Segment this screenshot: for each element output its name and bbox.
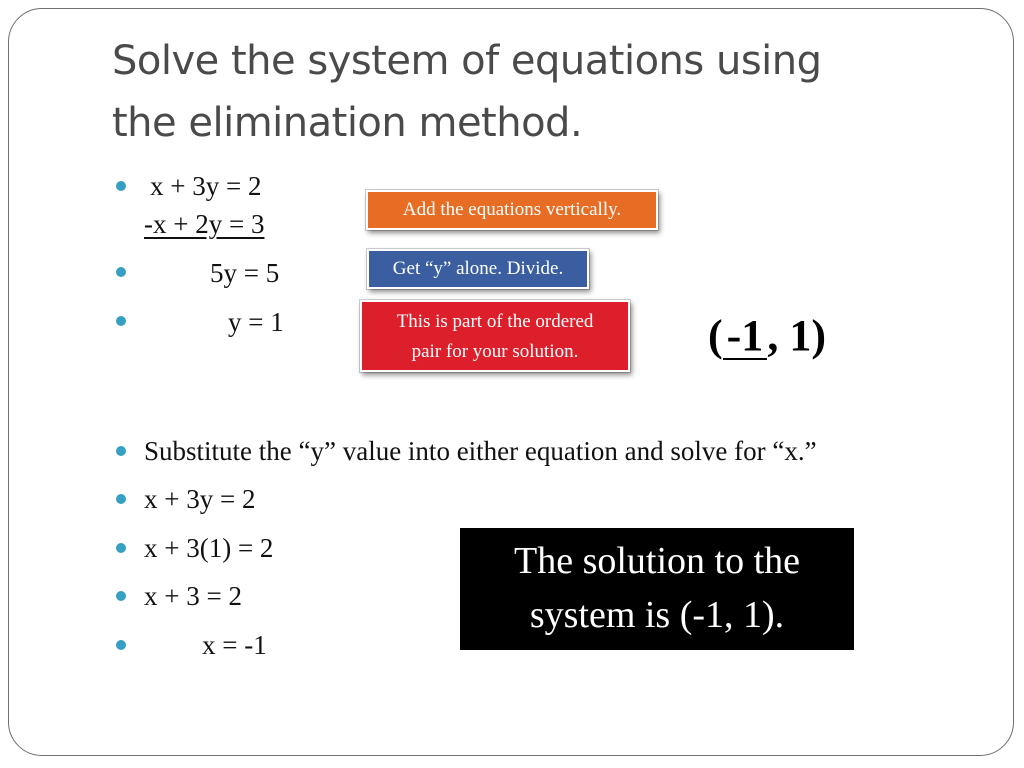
sum-equation: 5y = 5 — [210, 258, 280, 288]
callout-add — [366, 190, 658, 230]
bullet-icon — [116, 446, 126, 456]
callout-part-line-2: pair for your solution. — [411, 341, 579, 362]
equation-1: x + 3y = 2 — [150, 171, 262, 201]
ordered-pair-open: ( — [708, 311, 723, 360]
solution-line-2: system is (-1, 1). — [529, 594, 785, 636]
slide-title — [112, 30, 972, 154]
bullet-icon — [116, 494, 126, 504]
bullet-icon — [116, 543, 126, 553]
callout-divide — [367, 249, 589, 289]
title-line-1: Solve the system of equations using — [112, 38, 822, 84]
solution-box — [460, 528, 854, 650]
callout-add-text: Add the equations vertically. — [402, 199, 622, 220]
ordered-pair-rest: , 1) — [767, 311, 826, 360]
y-result: y = 1 — [228, 307, 284, 337]
callout-divide-text: Get “y” alone. Divide. — [392, 258, 564, 279]
substitution-step-2: x + 3(1) = 2 — [144, 533, 274, 563]
bullet-icon — [116, 181, 126, 191]
substitution-step-1: x + 3y = 2 — [144, 484, 256, 514]
solution-line-1: The solution to the — [513, 540, 801, 582]
ordered-pair — [708, 308, 826, 364]
title-line-2: the elimination method. — [112, 100, 583, 146]
bullet-icon — [116, 640, 126, 650]
ordered-pair-x: -1 — [723, 314, 768, 360]
callout-part-line-1: This is part of the ordered — [396, 311, 594, 332]
bullet-icon — [116, 267, 126, 277]
substitution-step-4: x = -1 — [202, 630, 267, 660]
equation-2: -x + 2y = 3 — [144, 209, 265, 239]
substitute-instruction: Substitute the “y” value into either equation and solve for “x.” — [144, 436, 817, 466]
callout-ordered-pair — [360, 300, 630, 372]
substitution-step-3: x + 3 = 2 — [144, 581, 242, 611]
bullet-icon — [116, 591, 126, 601]
bullet-icon — [116, 316, 126, 326]
